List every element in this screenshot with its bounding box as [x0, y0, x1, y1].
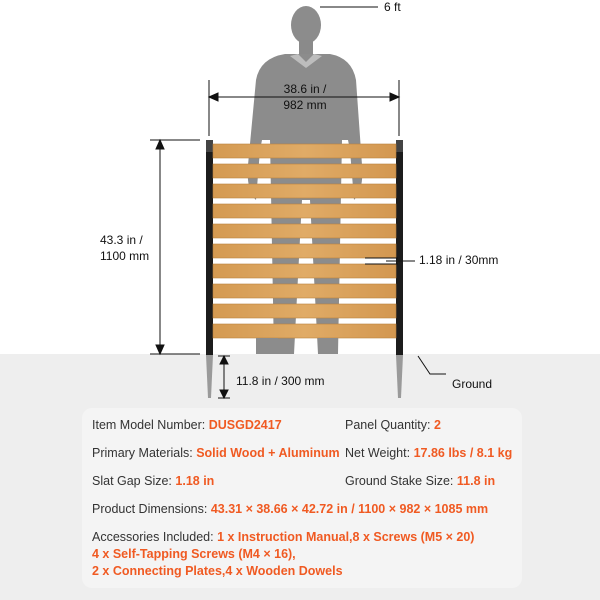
spec-weight	[345, 446, 512, 460]
ground-label: Ground	[452, 377, 493, 391]
spec-materials	[92, 446, 340, 460]
gap-dimension-line	[365, 258, 415, 264]
left-post	[206, 140, 213, 355]
fence-slats	[213, 144, 396, 338]
spec-product-dimensions	[92, 502, 488, 516]
spec-accessories	[92, 530, 474, 544]
right-post	[396, 140, 403, 355]
spec-quantity	[345, 418, 441, 432]
spec-accessories-line2: 4 x Self-Tapping Screws (M4 × 16),	[92, 547, 296, 561]
spec-quantity-label: Panel Quantity:	[345, 418, 431, 432]
spec-card	[82, 408, 522, 588]
spec-gap-value: 1.18 in	[175, 474, 215, 488]
person-silhouette-icon	[248, 6, 363, 354]
spec-product-dimensions-value: 43.31 × 38.66 × 42.72 in / 1100 × 982 × 1085 mm	[210, 502, 489, 516]
spec-stake-value: 11.8 in	[456, 474, 496, 488]
spec-stake	[345, 474, 495, 488]
width-label-line1: 38.6 in /	[283, 82, 327, 96]
height-label-line2: 1100 mm	[100, 249, 150, 263]
height-6ft-label: 6 ft	[384, 0, 401, 14]
spec-product-dimensions-label: Product Dimensions:	[92, 502, 208, 516]
spec-stake-label: Ground Stake Size:	[345, 474, 454, 488]
width-label-line2: 982 mm	[283, 98, 327, 112]
spec-gap-label: Slat Gap Size:	[92, 474, 172, 488]
spec-model	[92, 418, 282, 432]
spec-gap	[92, 474, 214, 488]
height-label-line1: 43.3 in /	[100, 233, 143, 247]
spec-materials-value: Solid Wood + Aluminum	[196, 446, 340, 460]
spec-weight-value: 17.86 lbs / 8.1 kg	[413, 446, 513, 460]
stake-label: 11.8 in / 300 mm	[236, 374, 325, 388]
spec-accessories-label: Accessories Included:	[92, 530, 214, 544]
spec-materials-label: Primary Materials:	[92, 446, 193, 460]
spec-accessories-line1: 1 x Instruction Manual,8 x Screws (M5 × 20)	[217, 530, 475, 544]
spec-model-label: Item Model Number:	[92, 418, 206, 432]
spec-weight-label: Net Weight:	[345, 446, 411, 460]
gap-label: 1.18 in / 30mm	[419, 253, 499, 267]
spec-accessories-line3: 2 x Connecting Plates,4 x Wooden Dowels	[92, 564, 343, 578]
spec-quantity-value: 2	[433, 418, 441, 432]
spec-model-value: DUSGD2417	[208, 418, 282, 432]
